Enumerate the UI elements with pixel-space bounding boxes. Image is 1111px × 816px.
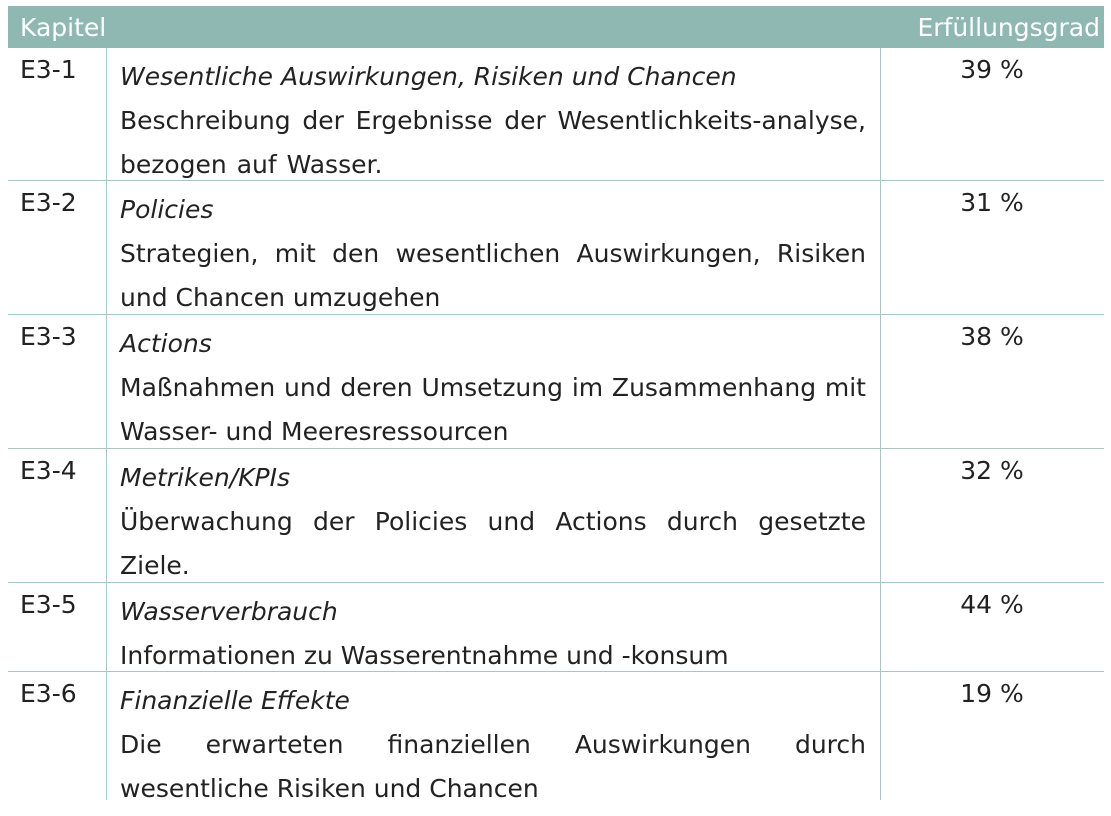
chapter-description xyxy=(120,322,866,454)
chapter-description xyxy=(120,55,866,187)
column-divider xyxy=(106,48,107,800)
table-header xyxy=(8,6,1104,48)
chapter-text: Die erwarteten finanziellen Auswirkungen durch wesentliche Risiken und Chancen xyxy=(120,730,866,803)
chapter-title: Actions xyxy=(120,329,212,358)
header-erfuellungsgrad: Erfüllungsgrad xyxy=(917,13,1100,42)
chapter-title: Wasserverbrauch xyxy=(120,597,338,626)
chapter-text: Informationen zu Wasserentnahme und -konsum xyxy=(120,641,729,670)
table-row xyxy=(8,315,1104,449)
chapter-code: E3-4 xyxy=(20,456,77,485)
fulfillment-grade: 19 % xyxy=(960,679,1024,708)
chapter-code: E3-6 xyxy=(20,679,77,708)
chapter-description xyxy=(120,590,866,678)
chapter-text: Maßnahmen und deren Umsetzung im Zusammenhang mit Wasser- und Meeresressourcen xyxy=(120,373,866,446)
chapter-text: Überwachung der Policies und Actions durch gesetzte Ziele. xyxy=(120,507,866,580)
header-kapitel: Kapitel xyxy=(20,13,107,42)
chapter-code: E3-2 xyxy=(20,188,77,217)
table-row xyxy=(8,48,1104,181)
fulfillment-grade: 32 % xyxy=(960,456,1024,485)
compliance-table xyxy=(8,6,1104,805)
fulfillment-grade: 31 % xyxy=(960,188,1024,217)
chapter-title: Finanzielle Effekte xyxy=(120,686,350,715)
chapter-description xyxy=(120,456,866,588)
chapter-title: Wesentliche Auswirkungen, Risiken und Chancen xyxy=(120,62,737,91)
fulfillment-grade: 44 % xyxy=(960,590,1024,619)
chapter-description xyxy=(120,188,866,320)
table-row xyxy=(8,449,1104,583)
chapter-title: Policies xyxy=(120,195,214,224)
fulfillment-grade: 38 % xyxy=(960,322,1024,351)
fulfillment-grade: 39 % xyxy=(960,55,1024,84)
chapter-text: Strategien, mit den wesentlichen Auswirkungen, Risiken und Chancen umzugehen xyxy=(120,239,866,312)
table-row xyxy=(8,672,1104,805)
chapter-code: E3-5 xyxy=(20,590,77,619)
column-divider xyxy=(880,48,881,800)
chapter-text: Beschreibung der Ergebnisse der Wesentlichkeits-analyse, bezogen auf Wasser. xyxy=(120,106,866,179)
chapter-code: E3-1 xyxy=(20,55,77,84)
chapter-title: Metriken/KPIs xyxy=(120,463,290,492)
chapter-description xyxy=(120,679,866,811)
chapter-code: E3-3 xyxy=(20,322,77,351)
table-row xyxy=(8,181,1104,315)
table-row xyxy=(8,583,1104,672)
